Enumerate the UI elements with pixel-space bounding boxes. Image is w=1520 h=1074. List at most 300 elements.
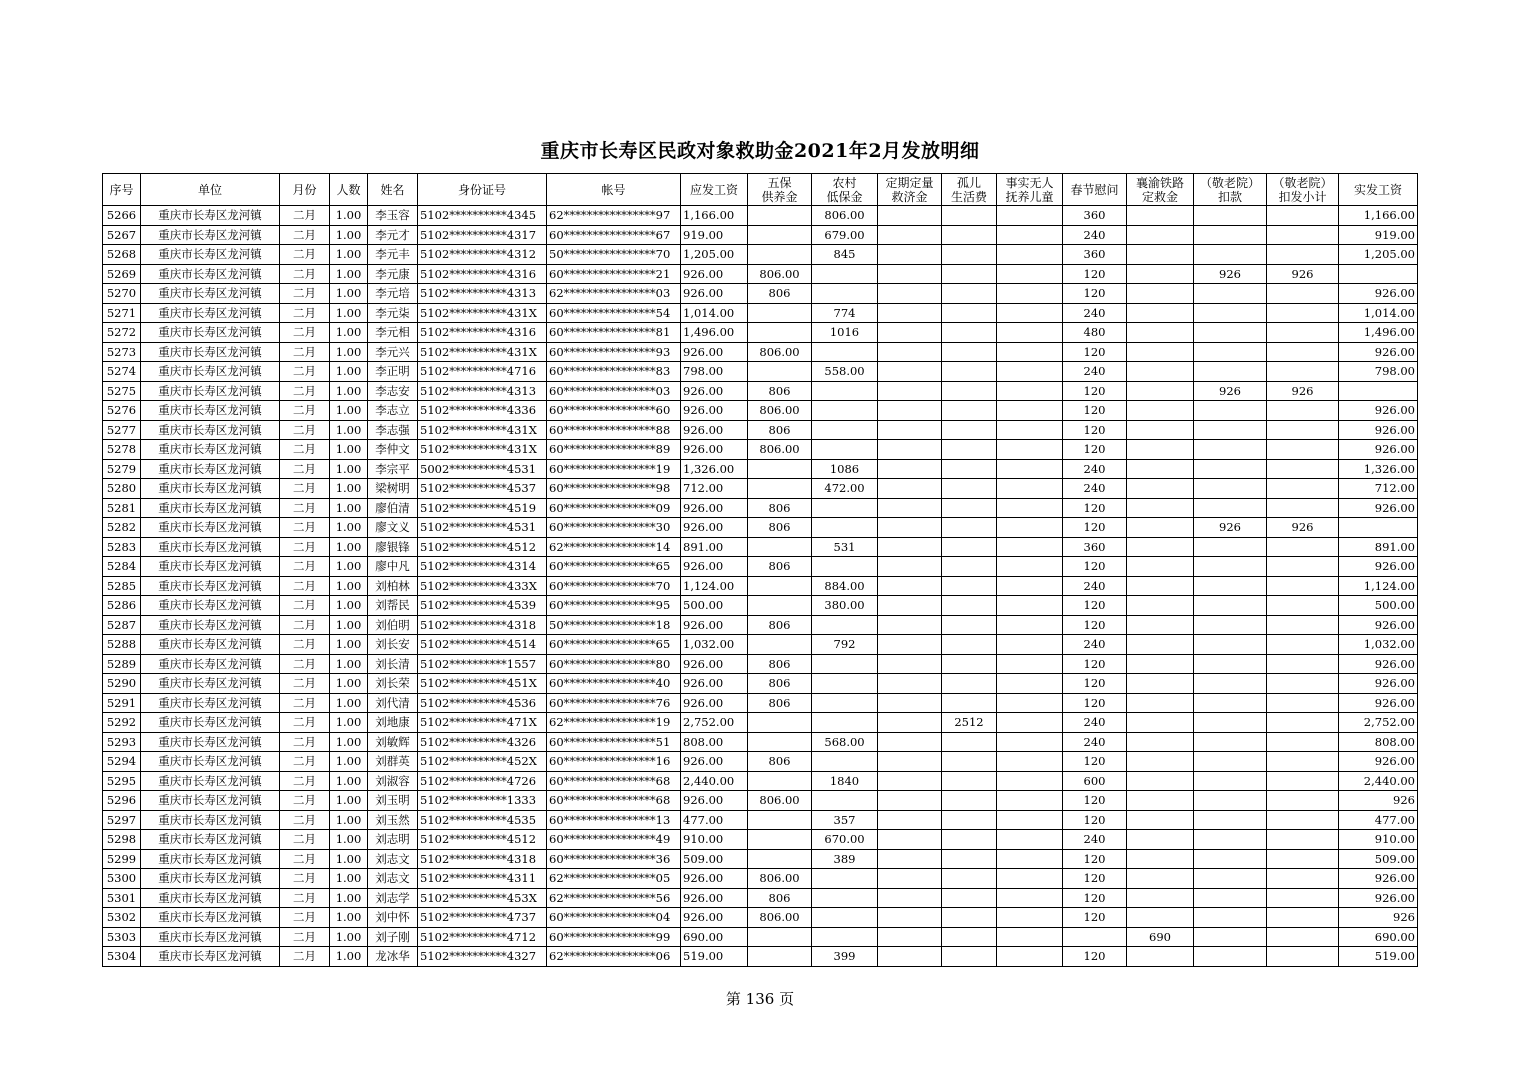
- cell-count: 1.00: [330, 732, 368, 752]
- table-row: [103, 674, 1418, 694]
- cell-dibao: [812, 342, 878, 362]
- cell-name: 李志强: [368, 420, 418, 440]
- cell-spring-festival: 120: [1063, 518, 1127, 538]
- table-row: [103, 791, 1418, 811]
- cell-dibao: [812, 264, 878, 284]
- cell-regular-relief: [878, 732, 942, 752]
- header-spring-festival: 春节慰问: [1063, 174, 1127, 206]
- cell-id-number: 5102**********4312: [418, 245, 547, 265]
- cell-wubao: 806: [748, 284, 812, 304]
- cell-name: 廖银锋: [368, 537, 418, 557]
- cell-unsupported-child: [997, 810, 1063, 830]
- cell-unsupported-child: [997, 654, 1063, 674]
- cell-gross-pay: 798.00: [681, 362, 748, 382]
- cell-dibao: [812, 869, 878, 889]
- cell-seq: 5273: [103, 342, 141, 362]
- cell-gross-pay: 500.00: [681, 596, 748, 616]
- cell-unit: 重庆市长寿区龙河镇: [141, 947, 280, 967]
- cell-unsupported-child: [997, 713, 1063, 733]
- cell-unsupported-child: [997, 284, 1063, 304]
- cell-gross-pay: 1,124.00: [681, 576, 748, 596]
- cell-net-pay: 1,205.00: [1339, 245, 1418, 265]
- cell-unit: 重庆市长寿区龙河镇: [141, 381, 280, 401]
- cell-xiangyu-relief: [1127, 576, 1194, 596]
- cell-orphan: [942, 791, 997, 811]
- cell-name: 龙冰华: [368, 947, 418, 967]
- cell-regular-relief: [878, 245, 942, 265]
- cell-nursing-deduction: [1194, 849, 1267, 869]
- cell-unit: 重庆市长寿区龙河镇: [141, 752, 280, 772]
- cell-unit: 重庆市长寿区龙河镇: [141, 245, 280, 265]
- cell-month: 二月: [280, 615, 330, 635]
- table-row: [103, 518, 1418, 538]
- cell-regular-relief: [878, 693, 942, 713]
- cell-unit: 重庆市长寿区龙河镇: [141, 557, 280, 577]
- cell-dibao: [812, 615, 878, 635]
- cell-count: 1.00: [330, 947, 368, 967]
- cell-orphan: [942, 908, 997, 928]
- cell-orphan: [942, 459, 997, 479]
- cell-xiangyu-relief: [1127, 323, 1194, 343]
- cell-regular-relief: [878, 713, 942, 733]
- cell-seq: 5276: [103, 401, 141, 421]
- cell-seq: 5271: [103, 303, 141, 323]
- cell-xiangyu-relief: [1127, 206, 1194, 226]
- cell-name: 李志安: [368, 381, 418, 401]
- cell-xiangyu-relief: [1127, 869, 1194, 889]
- cell-xiangyu-relief: [1127, 830, 1194, 850]
- cell-nursing-subtotal: [1267, 342, 1339, 362]
- cell-nursing-subtotal: [1267, 401, 1339, 421]
- cell-seq: 5298: [103, 830, 141, 850]
- cell-gross-pay: 926.00: [681, 869, 748, 889]
- cell-nursing-subtotal: [1267, 596, 1339, 616]
- cell-regular-relief: [878, 830, 942, 850]
- cell-orphan: [942, 401, 997, 421]
- cell-count: 1.00: [330, 440, 368, 460]
- cell-account: 50****************70: [547, 245, 681, 265]
- cell-account: 60****************19: [547, 459, 681, 479]
- cell-id-number: 5102**********4336: [418, 401, 547, 421]
- cell-seq: 5274: [103, 362, 141, 382]
- cell-gross-pay: 891.00: [681, 537, 748, 557]
- cell-dibao: 679.00: [812, 225, 878, 245]
- cell-dibao: 558.00: [812, 362, 878, 382]
- cell-gross-pay: 1,032.00: [681, 635, 748, 655]
- cell-spring-festival: 240: [1063, 713, 1127, 733]
- cell-gross-pay: 2,752.00: [681, 713, 748, 733]
- cell-unit: 重庆市长寿区龙河镇: [141, 264, 280, 284]
- header-gross-pay: 应发工资: [681, 174, 748, 206]
- cell-name: 刘长安: [368, 635, 418, 655]
- cell-account: 50****************18: [547, 615, 681, 635]
- cell-name: 刘代清: [368, 693, 418, 713]
- cell-unit: 重庆市长寿区龙河镇: [141, 401, 280, 421]
- cell-unsupported-child: [997, 888, 1063, 908]
- cell-net-pay: 926.00: [1339, 284, 1418, 304]
- cell-count: 1.00: [330, 791, 368, 811]
- cell-month: 二月: [280, 869, 330, 889]
- cell-name: 刘志文: [368, 849, 418, 869]
- cell-gross-pay: 1,326.00: [681, 459, 748, 479]
- cell-account: 60****************54: [547, 303, 681, 323]
- cell-nursing-deduction: [1194, 323, 1267, 343]
- cell-gross-pay: 1,205.00: [681, 245, 748, 265]
- cell-unit: 重庆市长寿区龙河镇: [141, 674, 280, 694]
- cell-regular-relief: [878, 791, 942, 811]
- cell-nursing-deduction: [1194, 693, 1267, 713]
- cell-nursing-deduction: [1194, 225, 1267, 245]
- cell-gross-pay: 926.00: [681, 440, 748, 460]
- cell-xiangyu-relief: [1127, 908, 1194, 928]
- cell-month: 二月: [280, 908, 330, 928]
- cell-wubao: 806.00: [748, 869, 812, 889]
- table-row: [103, 830, 1418, 850]
- cell-nursing-deduction: [1194, 791, 1267, 811]
- cell-nursing-deduction: [1194, 908, 1267, 928]
- cell-month: 二月: [280, 537, 330, 557]
- cell-regular-relief: [878, 557, 942, 577]
- cell-id-number: 5102**********452X: [418, 752, 547, 772]
- cell-dibao: [812, 693, 878, 713]
- cell-wubao: [748, 927, 812, 947]
- cell-spring-festival: 240: [1063, 225, 1127, 245]
- table-row: [103, 752, 1418, 772]
- cell-unit: 重庆市长寿区龙河镇: [141, 849, 280, 869]
- cell-count: 1.00: [330, 771, 368, 791]
- cell-spring-festival: 240: [1063, 459, 1127, 479]
- cell-spring-festival: 120: [1063, 947, 1127, 967]
- cell-gross-pay: 919.00: [681, 225, 748, 245]
- cell-spring-festival: 120: [1063, 752, 1127, 772]
- cell-account: 60****************68: [547, 771, 681, 791]
- cell-nursing-deduction: [1194, 596, 1267, 616]
- header-nursing-deduction: （敬老院） 扣款: [1194, 174, 1267, 206]
- cell-month: 二月: [280, 635, 330, 655]
- cell-net-pay: 1,014.00: [1339, 303, 1418, 323]
- cell-name: 李元康: [368, 264, 418, 284]
- cell-nursing-deduction: [1194, 498, 1267, 518]
- cell-regular-relief: [878, 303, 942, 323]
- cell-account: 60****************04: [547, 908, 681, 928]
- cell-name: 刘帮民: [368, 596, 418, 616]
- cell-nursing-deduction: 926: [1194, 518, 1267, 538]
- cell-wubao: [748, 303, 812, 323]
- cell-net-pay: 509.00: [1339, 849, 1418, 869]
- cell-unit: 重庆市长寿区龙河镇: [141, 440, 280, 460]
- cell-id-number: 5102**********431X: [418, 303, 547, 323]
- cell-account: 60****************40: [547, 674, 681, 694]
- cell-nursing-subtotal: [1267, 284, 1339, 304]
- cell-dibao: 774: [812, 303, 878, 323]
- cell-month: 二月: [280, 284, 330, 304]
- cell-gross-pay: 712.00: [681, 479, 748, 499]
- cell-gross-pay: 926.00: [681, 381, 748, 401]
- cell-id-number: 5102**********4737: [418, 908, 547, 928]
- cell-month: 二月: [280, 654, 330, 674]
- cell-id-number: 5102**********4313: [418, 284, 547, 304]
- cell-nursing-deduction: [1194, 869, 1267, 889]
- cell-orphan: [942, 615, 997, 635]
- cell-wubao: 806: [748, 674, 812, 694]
- cell-count: 1.00: [330, 498, 368, 518]
- cell-dibao: [812, 381, 878, 401]
- cell-xiangyu-relief: [1127, 225, 1194, 245]
- cell-nursing-subtotal: [1267, 420, 1339, 440]
- cell-xiangyu-relief: [1127, 537, 1194, 557]
- table-row: [103, 284, 1418, 304]
- cell-wubao: [748, 576, 812, 596]
- header-seq: 序号: [103, 174, 141, 206]
- cell-orphan: [942, 830, 997, 850]
- cell-unit: 重庆市长寿区龙河镇: [141, 732, 280, 752]
- cell-account: 62****************05: [547, 869, 681, 889]
- cell-count: 1.00: [330, 888, 368, 908]
- cell-orphan: 2512: [942, 713, 997, 733]
- cell-net-pay: 1,032.00: [1339, 635, 1418, 655]
- cell-wubao: 806: [748, 888, 812, 908]
- cell-month: 二月: [280, 849, 330, 869]
- cell-count: 1.00: [330, 284, 368, 304]
- cell-count: 1.00: [330, 849, 368, 869]
- cell-wubao: 806.00: [748, 401, 812, 421]
- cell-id-number: 5102**********4519: [418, 498, 547, 518]
- table-row: [103, 576, 1418, 596]
- cell-nursing-deduction: [1194, 362, 1267, 382]
- cell-gross-pay: 926.00: [681, 518, 748, 538]
- cell-name: 李元相: [368, 323, 418, 343]
- cell-spring-festival: 240: [1063, 830, 1127, 850]
- cell-dibao: 792: [812, 635, 878, 655]
- cell-month: 二月: [280, 303, 330, 323]
- cell-regular-relief: [878, 654, 942, 674]
- cell-unit: 重庆市长寿区龙河镇: [141, 713, 280, 733]
- cell-gross-pay: 1,496.00: [681, 323, 748, 343]
- cell-nursing-deduction: [1194, 615, 1267, 635]
- cell-net-pay: 926.00: [1339, 869, 1418, 889]
- cell-account: 60****************95: [547, 596, 681, 616]
- cell-id-number: 5102**********4536: [418, 693, 547, 713]
- cell-spring-festival: 120: [1063, 869, 1127, 889]
- cell-count: 1.00: [330, 576, 368, 596]
- cell-account: 62****************03: [547, 284, 681, 304]
- header-xiangyu-relief: 襄渝铁路 定救金: [1127, 174, 1194, 206]
- cell-month: 二月: [280, 830, 330, 850]
- cell-dibao: 472.00: [812, 479, 878, 499]
- cell-orphan: [942, 245, 997, 265]
- cell-count: 1.00: [330, 830, 368, 850]
- cell-count: 1.00: [330, 459, 368, 479]
- table-header-row: [103, 174, 1418, 206]
- cell-dibao: 884.00: [812, 576, 878, 596]
- cell-unit: 重庆市长寿区龙河镇: [141, 830, 280, 850]
- cell-regular-relief: [878, 771, 942, 791]
- cell-orphan: [942, 693, 997, 713]
- cell-nursing-deduction: [1194, 557, 1267, 577]
- cell-regular-relief: [878, 537, 942, 557]
- cell-unsupported-child: [997, 245, 1063, 265]
- cell-regular-relief: [878, 284, 942, 304]
- cell-regular-relief: [878, 810, 942, 830]
- header-account: 帐号: [547, 174, 681, 206]
- table-row: [103, 401, 1418, 421]
- cell-unsupported-child: [997, 830, 1063, 850]
- cell-nursing-deduction: 926: [1194, 264, 1267, 284]
- cell-name: 刘子刚: [368, 927, 418, 947]
- cell-dibao: [812, 908, 878, 928]
- cell-nursing-subtotal: [1267, 732, 1339, 752]
- cell-wubao: [748, 362, 812, 382]
- cell-month: 二月: [280, 888, 330, 908]
- cell-gross-pay: 1,166.00: [681, 206, 748, 226]
- cell-seq: 5293: [103, 732, 141, 752]
- cell-gross-pay: 808.00: [681, 732, 748, 752]
- cell-spring-festival: 120: [1063, 284, 1127, 304]
- cell-account: 60****************03: [547, 381, 681, 401]
- cell-nursing-subtotal: [1267, 303, 1339, 323]
- cell-count: 1.00: [330, 596, 368, 616]
- cell-month: 二月: [280, 596, 330, 616]
- cell-month: 二月: [280, 674, 330, 694]
- cell-id-number: 5102**********4316: [418, 264, 547, 284]
- cell-net-pay: 2,440.00: [1339, 771, 1418, 791]
- cell-gross-pay: 926.00: [681, 791, 748, 811]
- table-row: [103, 596, 1418, 616]
- cell-nursing-deduction: [1194, 401, 1267, 421]
- cell-orphan: [942, 518, 997, 538]
- cell-unsupported-child: [997, 323, 1063, 343]
- cell-seq: 5290: [103, 674, 141, 694]
- cell-nursing-deduction: [1194, 927, 1267, 947]
- cell-dibao: [812, 401, 878, 421]
- cell-spring-festival: 120: [1063, 420, 1127, 440]
- cell-unsupported-child: [997, 557, 1063, 577]
- cell-seq: 5291: [103, 693, 141, 713]
- cell-xiangyu-relief: [1127, 791, 1194, 811]
- cell-unit: 重庆市长寿区龙河镇: [141, 654, 280, 674]
- cell-unsupported-child: [997, 342, 1063, 362]
- cell-name: 李玉容: [368, 206, 418, 226]
- cell-orphan: [942, 264, 997, 284]
- cell-net-pay: 910.00: [1339, 830, 1418, 850]
- cell-orphan: [942, 576, 997, 596]
- cell-dibao: [812, 498, 878, 518]
- cell-orphan: [942, 381, 997, 401]
- cell-net-pay: 712.00: [1339, 479, 1418, 499]
- cell-wubao: [748, 771, 812, 791]
- cell-id-number: 5102**********431X: [418, 420, 547, 440]
- cell-gross-pay: 926.00: [681, 342, 748, 362]
- cell-spring-festival: 240: [1063, 732, 1127, 752]
- cell-month: 二月: [280, 245, 330, 265]
- cell-wubao: 806: [748, 420, 812, 440]
- cell-count: 1.00: [330, 401, 368, 421]
- cell-nursing-subtotal: [1267, 615, 1339, 635]
- cell-dibao: 399: [812, 947, 878, 967]
- cell-count: 1.00: [330, 810, 368, 830]
- cell-seq: 5302: [103, 908, 141, 928]
- cell-unsupported-child: [997, 479, 1063, 499]
- cell-spring-festival: 120: [1063, 615, 1127, 635]
- table-row: [103, 693, 1418, 713]
- cell-count: 1.00: [330, 362, 368, 382]
- cell-month: 二月: [280, 732, 330, 752]
- cell-nursing-subtotal: [1267, 674, 1339, 694]
- cell-regular-relief: [878, 323, 942, 343]
- table-row: [103, 381, 1418, 401]
- cell-id-number: 5102**********4712: [418, 927, 547, 947]
- cell-dibao: [812, 654, 878, 674]
- cell-dibao: [812, 927, 878, 947]
- cell-unsupported-child: [997, 225, 1063, 245]
- cell-orphan: [942, 732, 997, 752]
- cell-count: 1.00: [330, 713, 368, 733]
- cell-wubao: [748, 323, 812, 343]
- cell-spring-festival: 120: [1063, 693, 1127, 713]
- cell-nursing-subtotal: [1267, 635, 1339, 655]
- cell-net-pay: 1,166.00: [1339, 206, 1418, 226]
- cell-count: 1.00: [330, 479, 368, 499]
- cell-gross-pay: 926.00: [681, 752, 748, 772]
- cell-name: 廖中凡: [368, 557, 418, 577]
- cell-gross-pay: 910.00: [681, 830, 748, 850]
- cell-orphan: [942, 225, 997, 245]
- cell-orphan: [942, 498, 997, 518]
- cell-dibao: 357: [812, 810, 878, 830]
- cell-account: 60****************30: [547, 518, 681, 538]
- cell-dibao: [812, 440, 878, 460]
- cell-id-number: 5102**********4512: [418, 830, 547, 850]
- cell-name: 刘中怀: [368, 908, 418, 928]
- cell-dibao: 568.00: [812, 732, 878, 752]
- table-row: [103, 615, 1418, 635]
- cell-regular-relief: [878, 362, 942, 382]
- cell-unsupported-child: [997, 518, 1063, 538]
- cell-id-number: 5102**********1557: [418, 654, 547, 674]
- cell-nursing-subtotal: [1267, 323, 1339, 343]
- cell-nursing-subtotal: 926: [1267, 381, 1339, 401]
- cell-nursing-deduction: [1194, 303, 1267, 323]
- cell-gross-pay: 926.00: [681, 264, 748, 284]
- cell-unit: 重庆市长寿区龙河镇: [141, 323, 280, 343]
- cell-unit: 重庆市长寿区龙河镇: [141, 869, 280, 889]
- cell-dibao: 845: [812, 245, 878, 265]
- cell-spring-festival: 120: [1063, 440, 1127, 460]
- cell-gross-pay: 926.00: [681, 615, 748, 635]
- cell-net-pay: [1339, 381, 1418, 401]
- cell-month: 二月: [280, 323, 330, 343]
- cell-net-pay: 926.00: [1339, 752, 1418, 772]
- cell-unsupported-child: [997, 440, 1063, 460]
- cell-unit: 重庆市长寿区龙河镇: [141, 225, 280, 245]
- cell-gross-pay: 926.00: [681, 654, 748, 674]
- cell-spring-festival: 480: [1063, 323, 1127, 343]
- cell-unit: 重庆市长寿区龙河镇: [141, 635, 280, 655]
- cell-unit: 重庆市长寿区龙河镇: [141, 206, 280, 226]
- cell-nursing-subtotal: [1267, 947, 1339, 967]
- cell-nursing-deduction: [1194, 713, 1267, 733]
- cell-spring-festival: 120: [1063, 498, 1127, 518]
- cell-id-number: 5102**********451X: [418, 674, 547, 694]
- cell-wubao: 806.00: [748, 264, 812, 284]
- table-row: [103, 771, 1418, 791]
- cell-month: 二月: [280, 810, 330, 830]
- cell-account: 62****************14: [547, 537, 681, 557]
- cell-spring-festival: 240: [1063, 303, 1127, 323]
- cell-gross-pay: 1,014.00: [681, 303, 748, 323]
- cell-nursing-subtotal: [1267, 245, 1339, 265]
- table-row: [103, 713, 1418, 733]
